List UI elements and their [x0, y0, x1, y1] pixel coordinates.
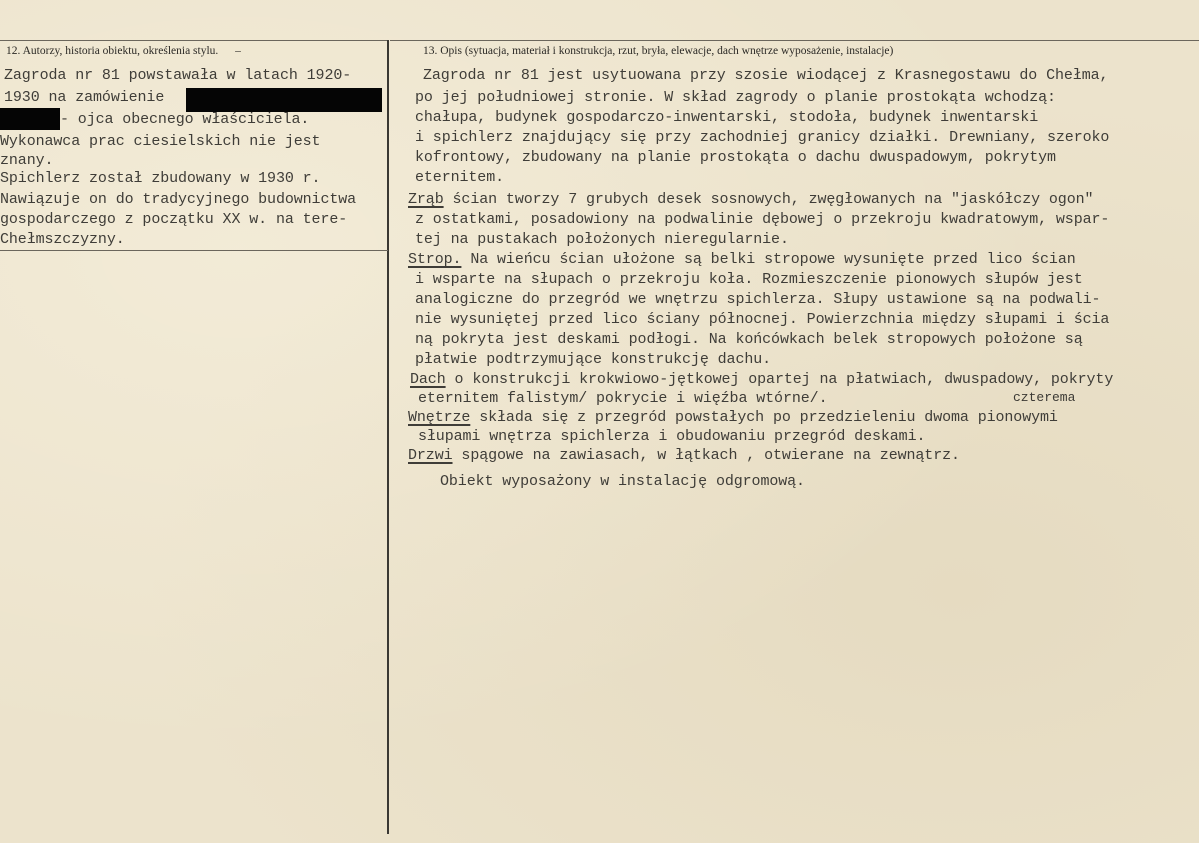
zrab-text: ścian tworzy 7 grubych desek sosnowych, zwęgłowanych na "jaskółczy ogon" [443, 191, 1094, 208]
drzwi-label: Drzwi [408, 447, 453, 464]
redaction-bar [0, 108, 60, 130]
header-rule-left [0, 40, 388, 41]
section-13-header: 13. Opis (sytuacja, materiał i konstrukcja, rzut, bryła, elewacje, dach wnętrze wyposażenie, instalacje) [423, 45, 894, 57]
wnetrze-text: składa się z przegród powstałych po przedzieleniu dwoma pionowymi [470, 409, 1058, 426]
drzwi-paragraph [408, 446, 960, 466]
wnetrze-label: Wnętrze [408, 409, 471, 426]
dach-text: o konstrukcji krokwiowo-jętkowej opartej na płatwiach, dwuspadowy, pokryty [445, 371, 1114, 388]
redaction-bar [186, 88, 382, 112]
dach-paragraph-first-line [410, 370, 1113, 390]
strop-text: Na wieńcu ścian ułożone są belki stropowe wysunięte przed lico ścian [461, 251, 1076, 268]
wnetrze-line-2: słupami wnętrza spichlerza i obudowaniu przegród deskami. [418, 428, 926, 445]
section-12-mark: – [235, 45, 241, 57]
right-line-4: i spichlerz znajdujący się przy zachodniej granicy działki. Drewniany, szeroko [415, 129, 1110, 146]
left-line-7: Nawiązuje on do tradycyjnego budownictwa [0, 191, 357, 208]
dach-line-2: eternitem falistym/ pokrycie i więźba wtórne/. [418, 390, 828, 407]
left-line-9: Chełmszczyzny. [0, 231, 125, 248]
zrab-line-2: z ostatkami, posadowiony na podwalinie dębowej o przekroju kwadratowym, wspar- [415, 211, 1110, 228]
header-rule-right [390, 40, 1199, 41]
right-line-5: kofrontowy, zbudowany na planie prostokąta o dachu dwuspadowym, pokrytym [415, 149, 1056, 166]
zrab-line-3: tej na pustakach położonych nieregularnie. [415, 231, 789, 248]
left-line-1: Zagroda nr 81 powstawała w latach 1920- [4, 67, 352, 84]
strop-line-4: nie wysuniętej przed lico ściany północnej. Powierzchnia między słupami i ścia [415, 311, 1110, 328]
column-divider [387, 40, 389, 834]
right-line-1: Zagroda nr 81 jest usytuowana przy szosie wiodącej z Krasnegostawu do Chełma, [423, 67, 1109, 84]
left-line-2: 1930 na zamówienie [4, 89, 165, 106]
right-line-2: po jej południowej stronie. W skład zagrody o planie prostokąta wchodzą: [415, 89, 1056, 106]
strop-paragraph-first-line [408, 250, 1076, 270]
zrab-paragraph-first-line [408, 190, 1093, 210]
left-column-rule [0, 250, 388, 251]
dach-label: Dach [410, 371, 446, 388]
left-line-3: - ojca obecnego właściciela. [60, 111, 310, 128]
strop-line-3: analogiczne do przegród we wnętrzu spichlerza. Słupy ustawione są na podwali- [415, 291, 1101, 308]
strop-line-5: ną pokryta jest deskami podłogi. Na końcówkach belek stropowych położone są [415, 331, 1083, 348]
strop-line-6: płatwie podtrzymujące konstrukcję dachu. [415, 351, 772, 368]
left-line-5: znany. [0, 152, 54, 169]
right-line-3: chałupa, budynek gospodarczo-inwentarski, stodoła, budynek inwentarski [415, 109, 1039, 126]
zrab-label: Zrąb [408, 191, 444, 208]
left-line-8: gospodarczego z początku XX w. na tere- [0, 211, 348, 228]
strop-label: Strop. [408, 251, 462, 268]
section-12-header [6, 45, 241, 57]
closing-line: Obiekt wyposażony w instalację odgromową. [440, 473, 805, 490]
left-line-6: Spichlerz został zbudowany w 1930 r. [0, 170, 321, 187]
handwritten-correction: czterema [1013, 390, 1076, 405]
right-line-6: eternitem. [415, 169, 505, 186]
left-line-4: Wykonawca prac ciesielskich nie jest [0, 133, 321, 150]
wnetrze-paragraph-first-line [408, 408, 1058, 428]
drzwi-text: spągowe na zawiasach, w łątkach , otwierane na zewnątrz. [452, 447, 960, 464]
strop-line-2: i wsparte na słupach o przekroju koła. Rozmieszczenie pionowych słupów jest [415, 271, 1083, 288]
section-12-title: 12. Autorzy, historia obiektu, określenia stylu. [6, 45, 219, 57]
